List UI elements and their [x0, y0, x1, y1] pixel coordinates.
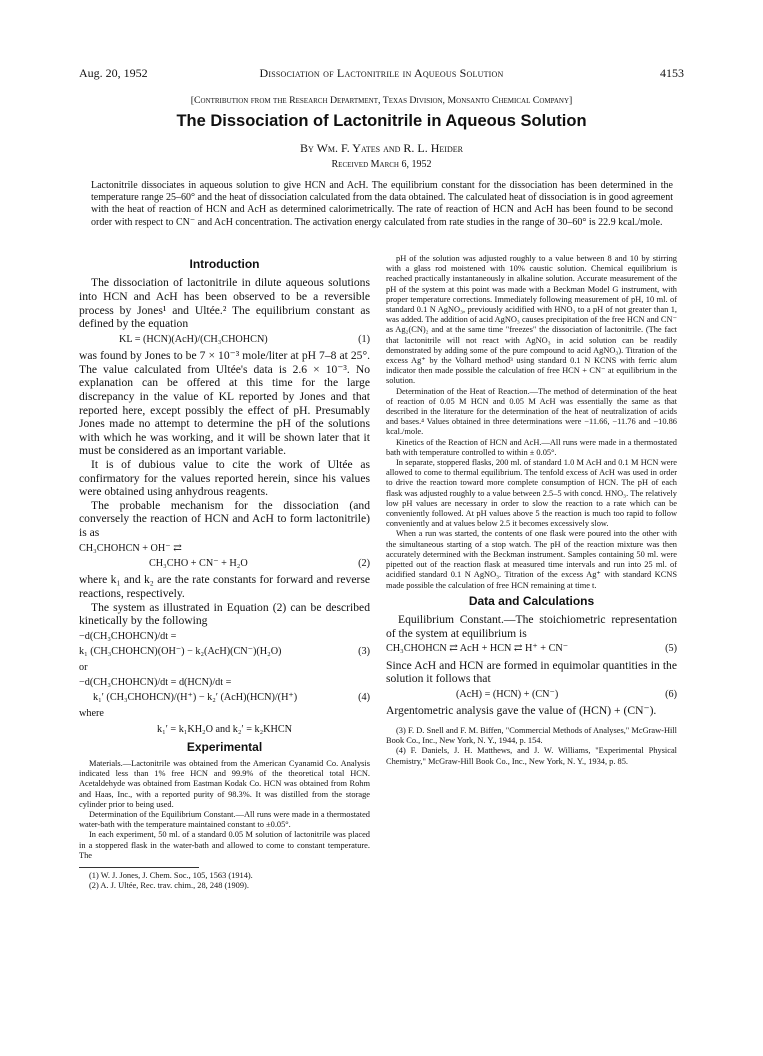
argentometric-paragraph: Argentometric analysis gave the value of (HCN) + (CN⁻).: [386, 704, 657, 718]
received-date: Received March 6, 1952: [331, 159, 432, 170]
right-column: [386, 254, 677, 767]
equation-2-line-1: [79, 543, 370, 555]
footnote-1: (1) W. J. Jones, J. Chem. Soc., 105, 1563 (1914).: [89, 870, 253, 880]
heat-of-reaction-paragraph: Determination of the Heat of Reaction.—The method of determination of the heat of reaction of 0.05 M HCN and 0.05 M AcH was essentially the same as that described in the literature for the determination of the heat of neutralization of acids and bases.⁴ Values obtained in three determinations were −11.66, −11.76 and −10.86 kcal./mole.: [386, 386, 677, 437]
left-column: [79, 254, 370, 891]
running-head-title: Dissociation of Lactonitrile in Aqueous Solution: [259, 66, 504, 80]
ph-procedure-paragraph: pH of the solution was adjusted roughly to a value between 8 and 10 by stirring with a glass rod moistened with 10% caustic solution. Chemical equilibrium is reached practically instantaneously in alkaline solution. Accurate measurement of the pH of the system at this point was made with a Beckman Model G instrument, with proper temperature corrections. Immediately following measurement of pH, 10 ml. of standard 0.1 N AgNO₃, previously acidified with HNO₃ to a pH of not greater than 1, was added. The addition of acid AgNO₃ causes precipitation of the free HCN and CN⁻ as Ag₂(CN)₂ and at the same time "freezes" the dissociation of lactonitrile. (The fact that lactonitrile will not react with AgNO₃ in acid solution can be readily demonstrated by adding some of the pure compound to acid AgNO₃). Titration of the excess Ag⁺ by the Volhard method³ using standard 0.1 N KCNS with ferric alum indicator then made possible the calculation of free HCN + CN⁻ at equilibrium in the solution.: [386, 254, 677, 386]
running-head: [79, 66, 684, 82]
equation-2-line-2: [79, 558, 370, 570]
data-calculations-heading: Data and Calculations: [468, 593, 595, 608]
equilibrium-determination-paragraph: Determination of the Equilibrium Constant.—All runs were made in a thermostated water-bath with the temperature maintained constant to ±0.05°.: [79, 809, 370, 830]
equilibrium-constant-paragraph: Equilibrium Constant.—The stoichiometric representation of the system at equilibrium is: [386, 613, 677, 640]
kinetics-paragraph: Kinetics of the Reaction of HCN and AcH.—All runs were made in a thermostated bath with temperature controlled to within ± 0.05°.: [386, 437, 677, 457]
authors: By Wm. F. Yates and R. L. Heider: [300, 141, 463, 155]
equation-4-part-1: −d(CH₃CHOHCN)/dt = d(HCN)/dt =: [79, 676, 232, 688]
running-head-date: Aug. 20, 1952: [79, 66, 148, 80]
footnote-2: (2) A. J. Ultée, Rec. trav. chim., 28, 248 (1909).: [89, 881, 249, 891]
equation-1-body: KL = (HCN)(AcH)/(CH₃CHOHCN): [119, 333, 268, 345]
equation-4-number: (4): [358, 692, 370, 704]
equation-6-body: (AcH) = (HCN) + (CN⁻): [456, 688, 559, 700]
equation-1-number: (1): [358, 333, 370, 345]
equation-3-line-2: [79, 646, 370, 658]
intro-paragraph-1: The dissociation of lactonitrile in dilute aqueous solutions into HCN and AcH has been observed to be a reversible process by Jones¹ and Ultée.² The equilibrium constant as defined by the equation: [79, 276, 370, 331]
footnote-4: (4) F. Daniels, J. H. Matthews, and J. W. Williams, "Experimental Physical Chemistry," McGraw-Hill Book Co., Inc., New York, N. Y., 1934, p. 85.: [386, 746, 677, 766]
contribution-line: [Contribution from the Research Department, Texas Division, Monsanto Chemical Company]: [190, 95, 573, 106]
equation-rate-constants: k₁′ = k₁KH₂O and k₂′ = k₂KHCN: [156, 724, 292, 736]
equation-2-part-1: CH₃CHOHCN + OH⁻ ⇄: [79, 542, 182, 554]
equation-3-number: (3): [358, 646, 370, 658]
footnote-rule: [79, 867, 199, 868]
equation-5-number: (5): [665, 643, 677, 655]
intro-paragraph-2: was found by Jones to be 7 × 10⁻³ mole/liter at pH 7–8 at 25°. The value calculated from Ultée's data is 2.6 × 10⁻³. No explanation can be offered at this time for the large discrepancy in the value of KL reported by Jones and that reported here, except possibly the effect of pH. Presumably Jones made no attempt to determine the pH of the solutions with which he was working, and it will be shown later that it must be considered as an important variable.: [79, 349, 370, 458]
equation-6-number: (6): [665, 688, 677, 700]
equation-5: [386, 643, 677, 655]
equation-5-body: CH₃CHOHCN ⇄ AcH + HCN ⇄ H⁺ + CN⁻: [386, 643, 569, 655]
intro-paragraph-6: The system as illustrated in Equation (2) can be described kinetically by the following: [79, 600, 370, 628]
introduction-heading: Introduction: [189, 257, 260, 271]
equation-3-part-1: −d(CH₃CHOHCN)/dt =: [79, 630, 177, 642]
or-word: or: [79, 661, 88, 673]
equation-2-part-2: CH₃CHO + CN⁻ + H₂O: [149, 557, 248, 569]
intro-paragraph-3: It is of dubious value to cite the work of Ultée as confirmatory for the values reported herein, since his values were obtained using anhydrous reagents.: [79, 457, 370, 499]
intro-paragraph-5: where k₁ and k₂ are the rate constants for forward and reverse reactions, respectively.: [79, 573, 370, 600]
page-number: 4153: [660, 66, 684, 80]
equation-6: [386, 689, 677, 701]
equation-3-part-2: k₁ (CH₃CHOHCN)(OH⁻) − k₂(AcH)(CN⁻)(H₂O): [79, 646, 282, 658]
abstract: Lactonitrile dissociates in aqueous solution to give HCN and AcH. The equilibrium constant for the dissociation has been determined in the temperature range 25–60° and the heat of dissociation calculated from the data obtained. The calculated heat of dissociation is in good agreement with the heat of reaction of HCN and AcH as determined calorimetrically. The rate of reaction of HCN and AcH has been found to be second order with respect to CN⁻ and AcH concentration. The activation energy calculated from rate studies in the range of 30–60° is 22.9 kcal./mole.: [91, 180, 673, 228]
flasks-paragraph: In separate, stoppered flasks, 200 ml. of standard 1.0 M AcH and 0.1 M HCN were allowed to come to thermal equilibrium. The tenfold excess of AcH was used in order to drive the reaction toward more complete consumption of HCN. The pH of each flask was adjusted roughly to a value between 2.5–5 with concd. HNO₃. The relatively low pH values are necessary in order to slow the reaction to a rate which can be conveniently followed. At pH values above 5 the reaction is much too rapid to follow conveniently and at values below 2.5 it becomes excessively slow.: [386, 458, 677, 529]
materials-paragraph: Materials.—Lactonitrile was obtained from the American Cyanamid Co. Analysis indicated less than 1% free HCN and 99.9% of the theoretical total HCN. Acetaldehyde was obtained from Eastman Kodak Co. HCN was obtained from Rohm and Haas, Inc., with a reported purity of 98.3%. It was distilled from the storage cylinder prior to being used.: [79, 758, 370, 809]
run-paragraph: When a run was started, the contents of one flask were poured into the other with the simultaneous starting of a stop watch. The pH of the reaction mixture was then accurately determined with the Beckman instrument. Samples containing 50 ml. were pipetted out of the reaction flask at measured time intervals and run into 25 ml. of acidified standard 0.1 N AgNO₃. Titration of the excess Ag⁺ with standard KCNS made possible the calculation of free HCN remaining at time t.: [386, 529, 677, 590]
equation-4-part-2: k₁′ (CH₃CHOHCN)/(H⁺) − k₂′ (AcH)(HCN)/(H⁺): [93, 692, 298, 704]
equation-4-line-1: [79, 677, 370, 689]
equation-3-line-1: [79, 631, 370, 643]
procedure-paragraph: In each experiment, 50 ml. of a standard 0.05 M solution of lactonitrile was placed in a stoppered flask in the water-bath and allowed to come to constant temperature. The: [79, 830, 370, 860]
equation-2-number: (2): [358, 557, 370, 569]
since-paragraph: Since AcH and HCN are formed in equimolar quantities in the solution it follows that: [386, 658, 677, 686]
intro-paragraph-4: The probable mechanism for the dissociation (and conversely the reaction of HCN and AcH to form lactonitrile) is as: [79, 498, 370, 539]
equation-1: [79, 334, 370, 346]
footnote-3: (3) F. D. Snell and F. M. Biffen, "Commercial Methods of Analyses," McGraw-Hill Book Co., Inc., New York, N. Y., 1944, p. 154.: [386, 725, 677, 746]
article-title: The Dissociation of Lactonitrile in Aqueous Solution: [176, 112, 587, 130]
where-word: where: [79, 707, 104, 719]
equation-4-line-2: [79, 692, 370, 704]
experimental-heading: Experimental: [186, 739, 263, 754]
